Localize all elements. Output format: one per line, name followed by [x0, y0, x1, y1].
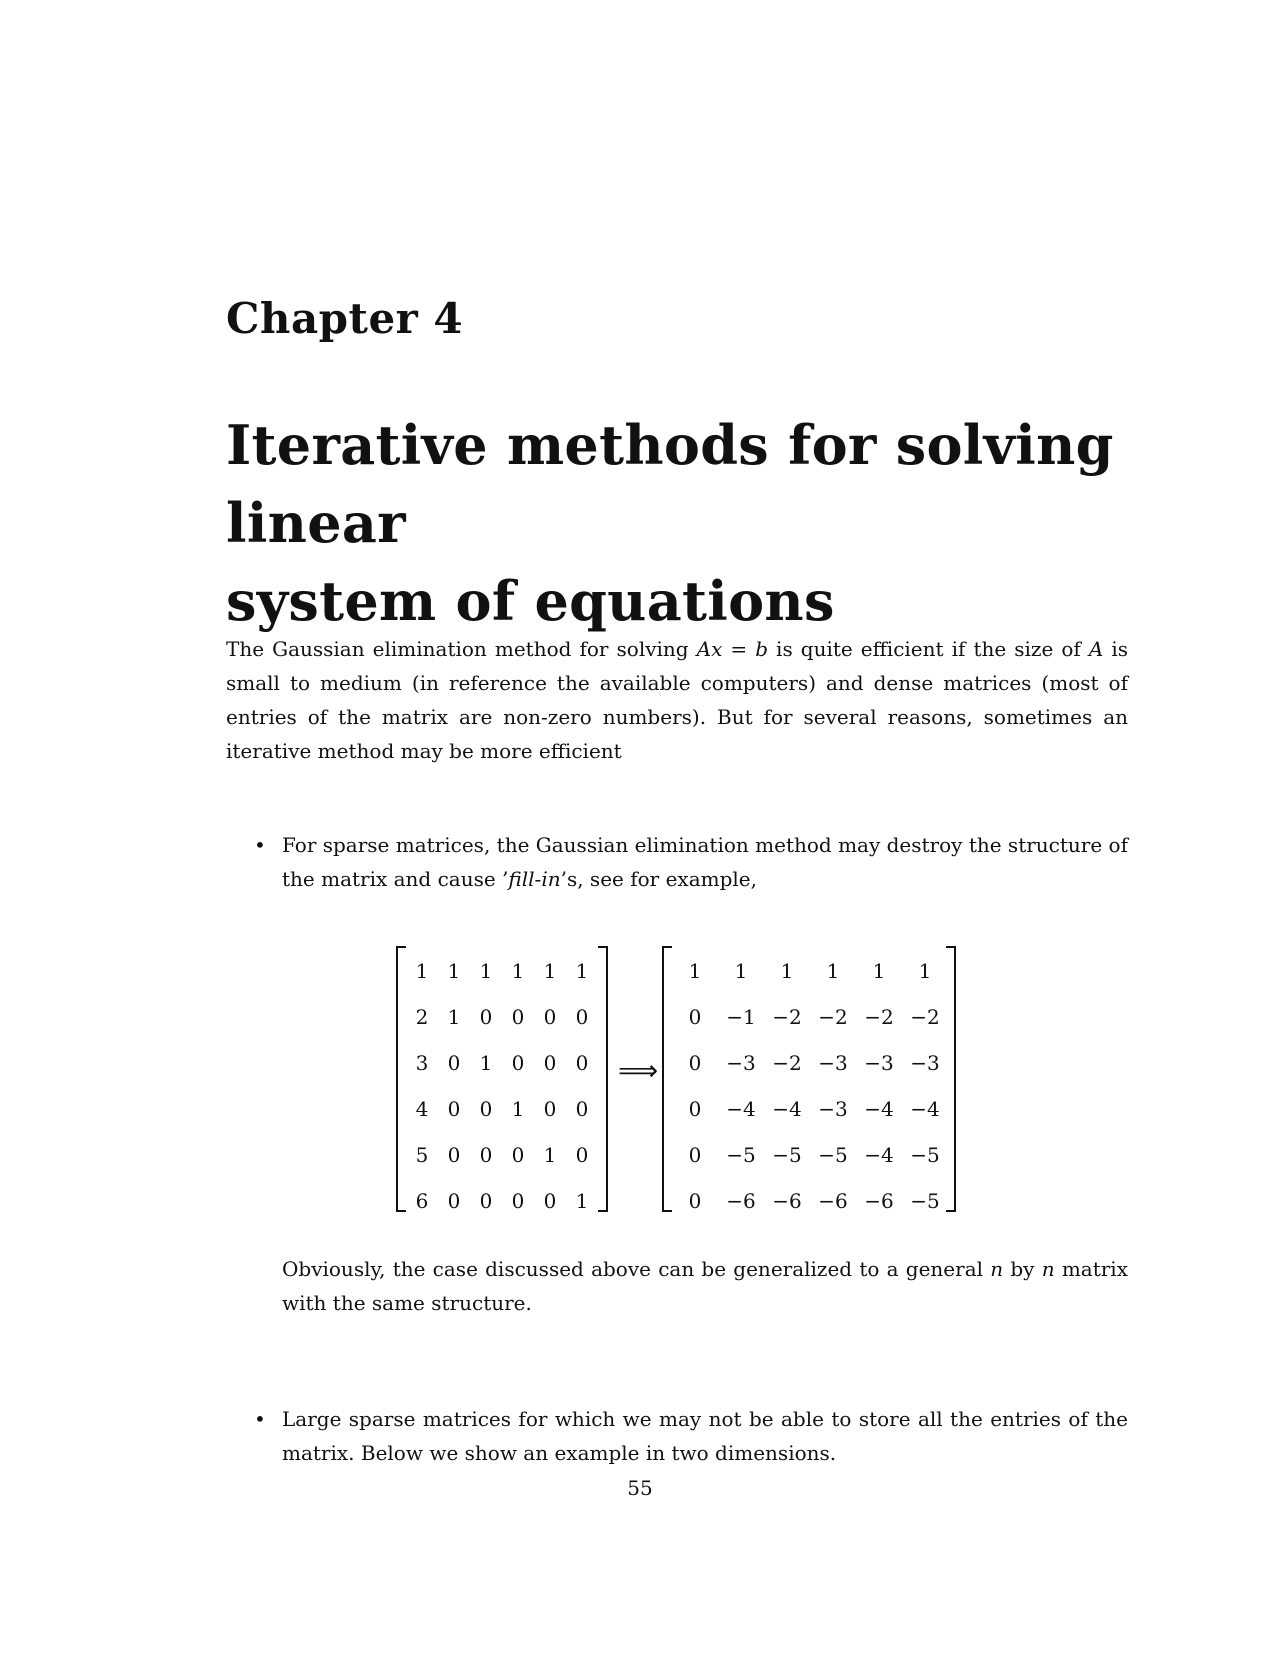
matrix-cell: 0	[688, 1097, 702, 1121]
matrix-cell: 0	[688, 1189, 702, 1213]
matrix-cell: 1	[575, 1189, 589, 1213]
matrix-cell: −1	[726, 1005, 756, 1029]
matrix-cell: −2	[910, 1005, 940, 1029]
matrix-cell: 0	[543, 1051, 557, 1075]
matrix-cell: 0	[543, 1005, 557, 1029]
matrix-cell: 0	[479, 1005, 493, 1029]
chapter-title-line-2: system of equations	[226, 569, 835, 633]
paragraph-text: matrix with the same structure.	[282, 1257, 1128, 1315]
bullet-marker: •	[254, 833, 266, 857]
bullet-text-part: ’s, see for example,	[560, 867, 757, 891]
matrix-cell: −3	[864, 1051, 894, 1075]
matrix-row	[406, 1040, 598, 1086]
bullet-text: Large sparse matrices for which we may not be able to store all the entries of the matrix. Below we show an example in two dimensions.	[282, 1407, 1128, 1465]
matrix-cell: −3	[818, 1051, 848, 1075]
matrix-row	[672, 994, 948, 1040]
matrix-cell: −6	[726, 1189, 756, 1213]
left-bracket	[662, 946, 672, 1212]
matrix-cell: −6	[864, 1189, 894, 1213]
matrix-cell: 0	[479, 1097, 493, 1121]
matrix-cell: −4	[772, 1097, 802, 1121]
matrix-row	[406, 1132, 598, 1178]
matrix-cell: 0	[688, 1005, 702, 1029]
matrix-cell: 5	[415, 1143, 429, 1167]
matrix-cell: −3	[818, 1097, 848, 1121]
matrix-cell: 0	[688, 1143, 702, 1167]
matrix-cell: 0	[511, 1005, 525, 1029]
intro-text-1: The Gaussian elimination method for solving	[226, 637, 697, 661]
matrix-row	[672, 1086, 948, 1132]
matrix-example	[0, 946, 1280, 1213]
matrix-cell: 1	[688, 959, 702, 983]
matrix-cell: −6	[772, 1189, 802, 1213]
matrix-cell: 1	[447, 1005, 461, 1029]
matrix-cell: −5	[910, 1189, 940, 1213]
matrix-cell: 0	[447, 1189, 461, 1213]
matrix-cell: −3	[726, 1051, 756, 1075]
fill-in-term: fill-in	[508, 867, 561, 891]
matrix-row	[406, 948, 598, 994]
matrix-cell: 0	[575, 1051, 589, 1075]
matrix-cell: −2	[864, 1005, 894, 1029]
matrix-cell: 1	[511, 959, 525, 983]
bullet-text	[282, 828, 1128, 896]
matrix-result-table	[672, 948, 948, 1224]
matrix-cell: 0	[511, 1189, 525, 1213]
matrix-row	[406, 1086, 598, 1132]
matrix-cell: −6	[818, 1189, 848, 1213]
matrix-cell: −5	[818, 1143, 848, 1167]
page-number: 55	[627, 1476, 653, 1500]
intro-variable: A	[1088, 637, 1104, 661]
matrix-cell: 0	[511, 1143, 525, 1167]
matrix-cell: 6	[415, 1189, 429, 1213]
generalization-paragraph	[282, 1252, 1128, 1320]
paragraph-text: Obviously, the case discussed above can be generalized to a general	[282, 1257, 991, 1281]
matrix-cell: −3	[910, 1051, 940, 1075]
matrix-result	[662, 946, 956, 1213]
matrix-row	[406, 1178, 598, 1224]
matrix-cell: 0	[543, 1189, 557, 1213]
matrix-cell: 1	[415, 959, 429, 983]
matrix-cell: 0	[511, 1051, 525, 1075]
bullet-marker: •	[254, 1407, 266, 1431]
matrix-row	[406, 994, 598, 1040]
matrix-cell: −4	[864, 1097, 894, 1121]
matrix-cell: 0	[575, 1005, 589, 1029]
matrix-cell: 1	[575, 959, 589, 983]
matrix-cell: 0	[688, 1051, 702, 1075]
bullet-item-sparse	[254, 828, 1128, 896]
matrix-cell: 1	[918, 959, 932, 983]
right-bracket	[946, 946, 956, 1212]
matrix-cell: −2	[772, 1051, 802, 1075]
intro-paragraph	[226, 632, 1128, 768]
matrix-original	[396, 946, 608, 1213]
matrix-cell: 1	[479, 959, 493, 983]
matrix-cell: 0	[479, 1143, 493, 1167]
matrix-cell: −5	[726, 1143, 756, 1167]
intro-equation: Ax = b	[696, 637, 769, 661]
matrix-cell: −4	[864, 1143, 894, 1167]
matrix-cell: 1	[543, 959, 557, 983]
matrix-original-table	[406, 948, 598, 1224]
matrix-cell: 0	[447, 1097, 461, 1121]
matrix-cell: −2	[772, 1005, 802, 1029]
matrix-cell: 0	[575, 1143, 589, 1167]
matrix-cell: 2	[415, 1005, 429, 1029]
left-bracket	[396, 946, 406, 1212]
matrix-cell: 1	[511, 1097, 525, 1121]
matrix-cell: −5	[772, 1143, 802, 1167]
matrix-cell: 0	[447, 1143, 461, 1167]
variable-n: n	[1041, 1257, 1055, 1281]
matrix-cell: 4	[415, 1097, 429, 1121]
intro-text-3: is small to medium (in reference the available computers) and dense matrices (most of entries of the matrix are non-zero numbers). But for several reasons, sometimes an iterative method may be more efficient	[226, 637, 1128, 763]
matrix-cell: 1	[479, 1051, 493, 1075]
matrix-cell: 1	[447, 959, 461, 983]
bullet-item-large-sparse	[254, 1402, 1128, 1470]
right-bracket	[598, 946, 608, 1212]
matrix-cell: 1	[826, 959, 840, 983]
bullet-text-part: For sparse matrices, the Gaussian elimination method may destroy the structure of the matrix and cause ’	[282, 833, 1128, 891]
paragraph-text: by	[1003, 1257, 1042, 1281]
matrix-cell: 1	[780, 959, 794, 983]
intro-text-2: is quite efficient if the size of	[768, 637, 1089, 661]
matrix-cell: −4	[726, 1097, 756, 1121]
matrix-cell: −5	[910, 1143, 940, 1167]
matrix-row	[672, 1132, 948, 1178]
implies-arrow: ⟹	[618, 1054, 659, 1087]
matrix-cell: 0	[575, 1097, 589, 1121]
variable-n: n	[990, 1257, 1004, 1281]
chapter-title-line-1: Iterative methods for solving linear	[226, 413, 1114, 555]
matrix-cell: 0	[479, 1189, 493, 1213]
matrix-cell: −2	[818, 1005, 848, 1029]
matrix-cell: 1	[543, 1143, 557, 1167]
matrix-row	[672, 948, 948, 994]
matrix-cell: 3	[415, 1051, 429, 1075]
matrix-cell: 1	[734, 959, 748, 983]
matrix-cell: 0	[447, 1051, 461, 1075]
matrix-row	[672, 1040, 948, 1086]
chapter-label: Chapter 4	[226, 294, 464, 343]
chapter-title	[226, 406, 1126, 640]
matrix-row	[672, 1178, 948, 1224]
matrix-cell: 0	[543, 1097, 557, 1121]
matrix-cell: 1	[872, 959, 886, 983]
matrix-cell: −4	[910, 1097, 940, 1121]
